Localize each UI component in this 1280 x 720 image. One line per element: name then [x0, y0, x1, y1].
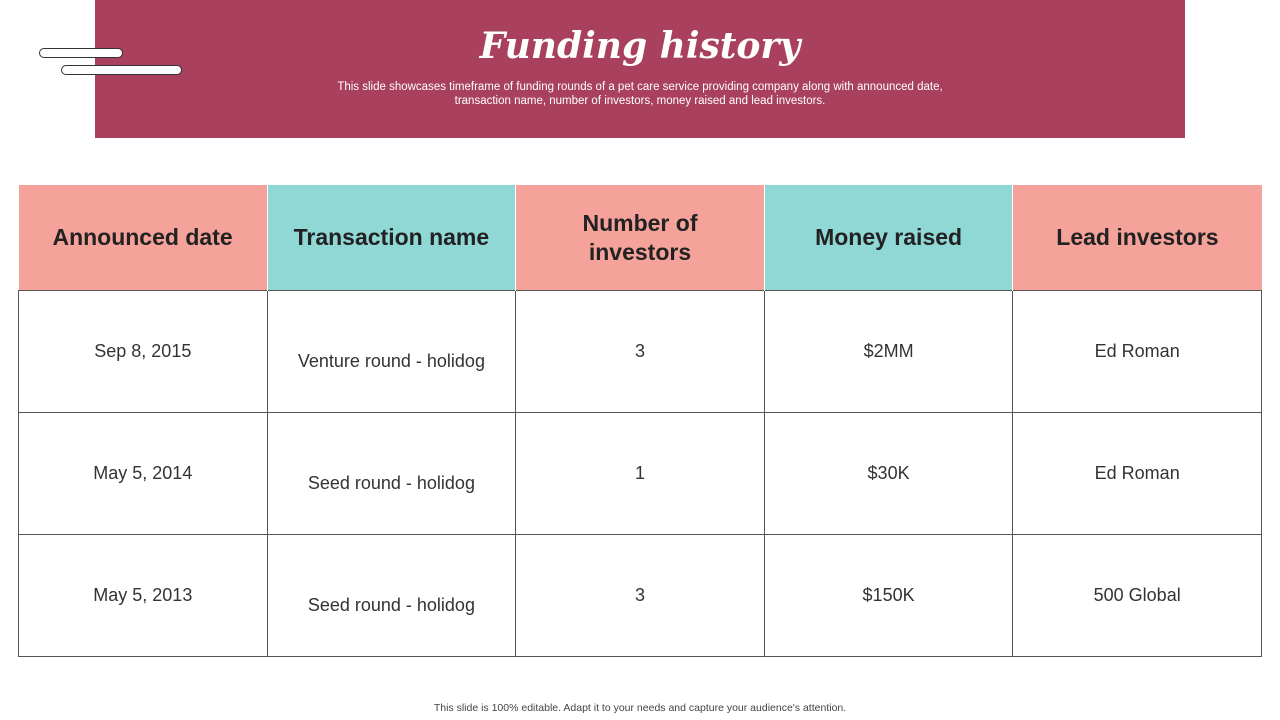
table-cell: [516, 535, 765, 657]
table-cell: [764, 413, 1013, 535]
table-cell: [1013, 535, 1262, 657]
number-of-investors-value: 3: [634, 585, 645, 605]
lead-investors-value: Ed Roman: [1094, 341, 1180, 361]
slide-subtitle: This slide showcases timeframe of funding rounds of a pet care service providing company along with announced date, transaction name, number of investors, money raised and lead investors.: [337, 81, 943, 107]
table-cell: [267, 413, 516, 535]
money-raised-value: $2MM: [863, 341, 914, 361]
table-header-row: [19, 185, 1262, 291]
table-cell: [19, 291, 268, 413]
column-header-number-of-investors: Number of investors: [516, 185, 765, 291]
table-cell: [764, 291, 1013, 413]
table-cell: [19, 535, 268, 657]
money-raised-value: $150K: [862, 585, 915, 605]
slide-title: Funding history: [479, 25, 801, 67]
decorative-pill-shape: [61, 65, 182, 75]
transaction-name-value: Venture round - holidog: [297, 351, 485, 371]
column-header-money-raised: Money raised: [764, 185, 1013, 291]
column-header-transaction-name: Transaction name: [267, 185, 516, 291]
lead-investors-value: 500 Global: [1093, 585, 1181, 605]
number-of-investors-value: 1: [634, 463, 645, 483]
transaction-name-value: Seed round - holidog: [307, 473, 475, 493]
announced-date-value: Sep 8, 2015: [94, 341, 192, 361]
decorative-pill-shape: [39, 48, 123, 58]
table-cell: [267, 291, 516, 413]
table-cell: [267, 535, 516, 657]
column-header-lead-investors: Lead investors: [1013, 185, 1262, 291]
table-row: [19, 291, 1262, 413]
lead-investors-value: Ed Roman: [1094, 463, 1180, 483]
table-row: [19, 535, 1262, 657]
footer-note: This slide is 100% editable. Adapt it to your needs and capture your audience's attention.: [433, 702, 847, 714]
transaction-name-value: Seed round - holidog: [307, 595, 475, 615]
table-cell: [19, 413, 268, 535]
table-cell: [1013, 413, 1262, 535]
column-header-announced-date: Announced date: [19, 185, 268, 291]
table-cell: [516, 413, 765, 535]
table-cell: [764, 535, 1013, 657]
announced-date-value: May 5, 2014: [93, 463, 193, 483]
title-banner: [95, 0, 1185, 138]
table-cell: [516, 291, 765, 413]
number-of-investors-value: 3: [634, 341, 645, 361]
funding-table: [18, 185, 1262, 657]
table-row: [19, 413, 1262, 535]
table-cell: [1013, 291, 1262, 413]
money-raised-value: $30K: [867, 463, 910, 483]
announced-date-value: May 5, 2013: [93, 585, 193, 605]
